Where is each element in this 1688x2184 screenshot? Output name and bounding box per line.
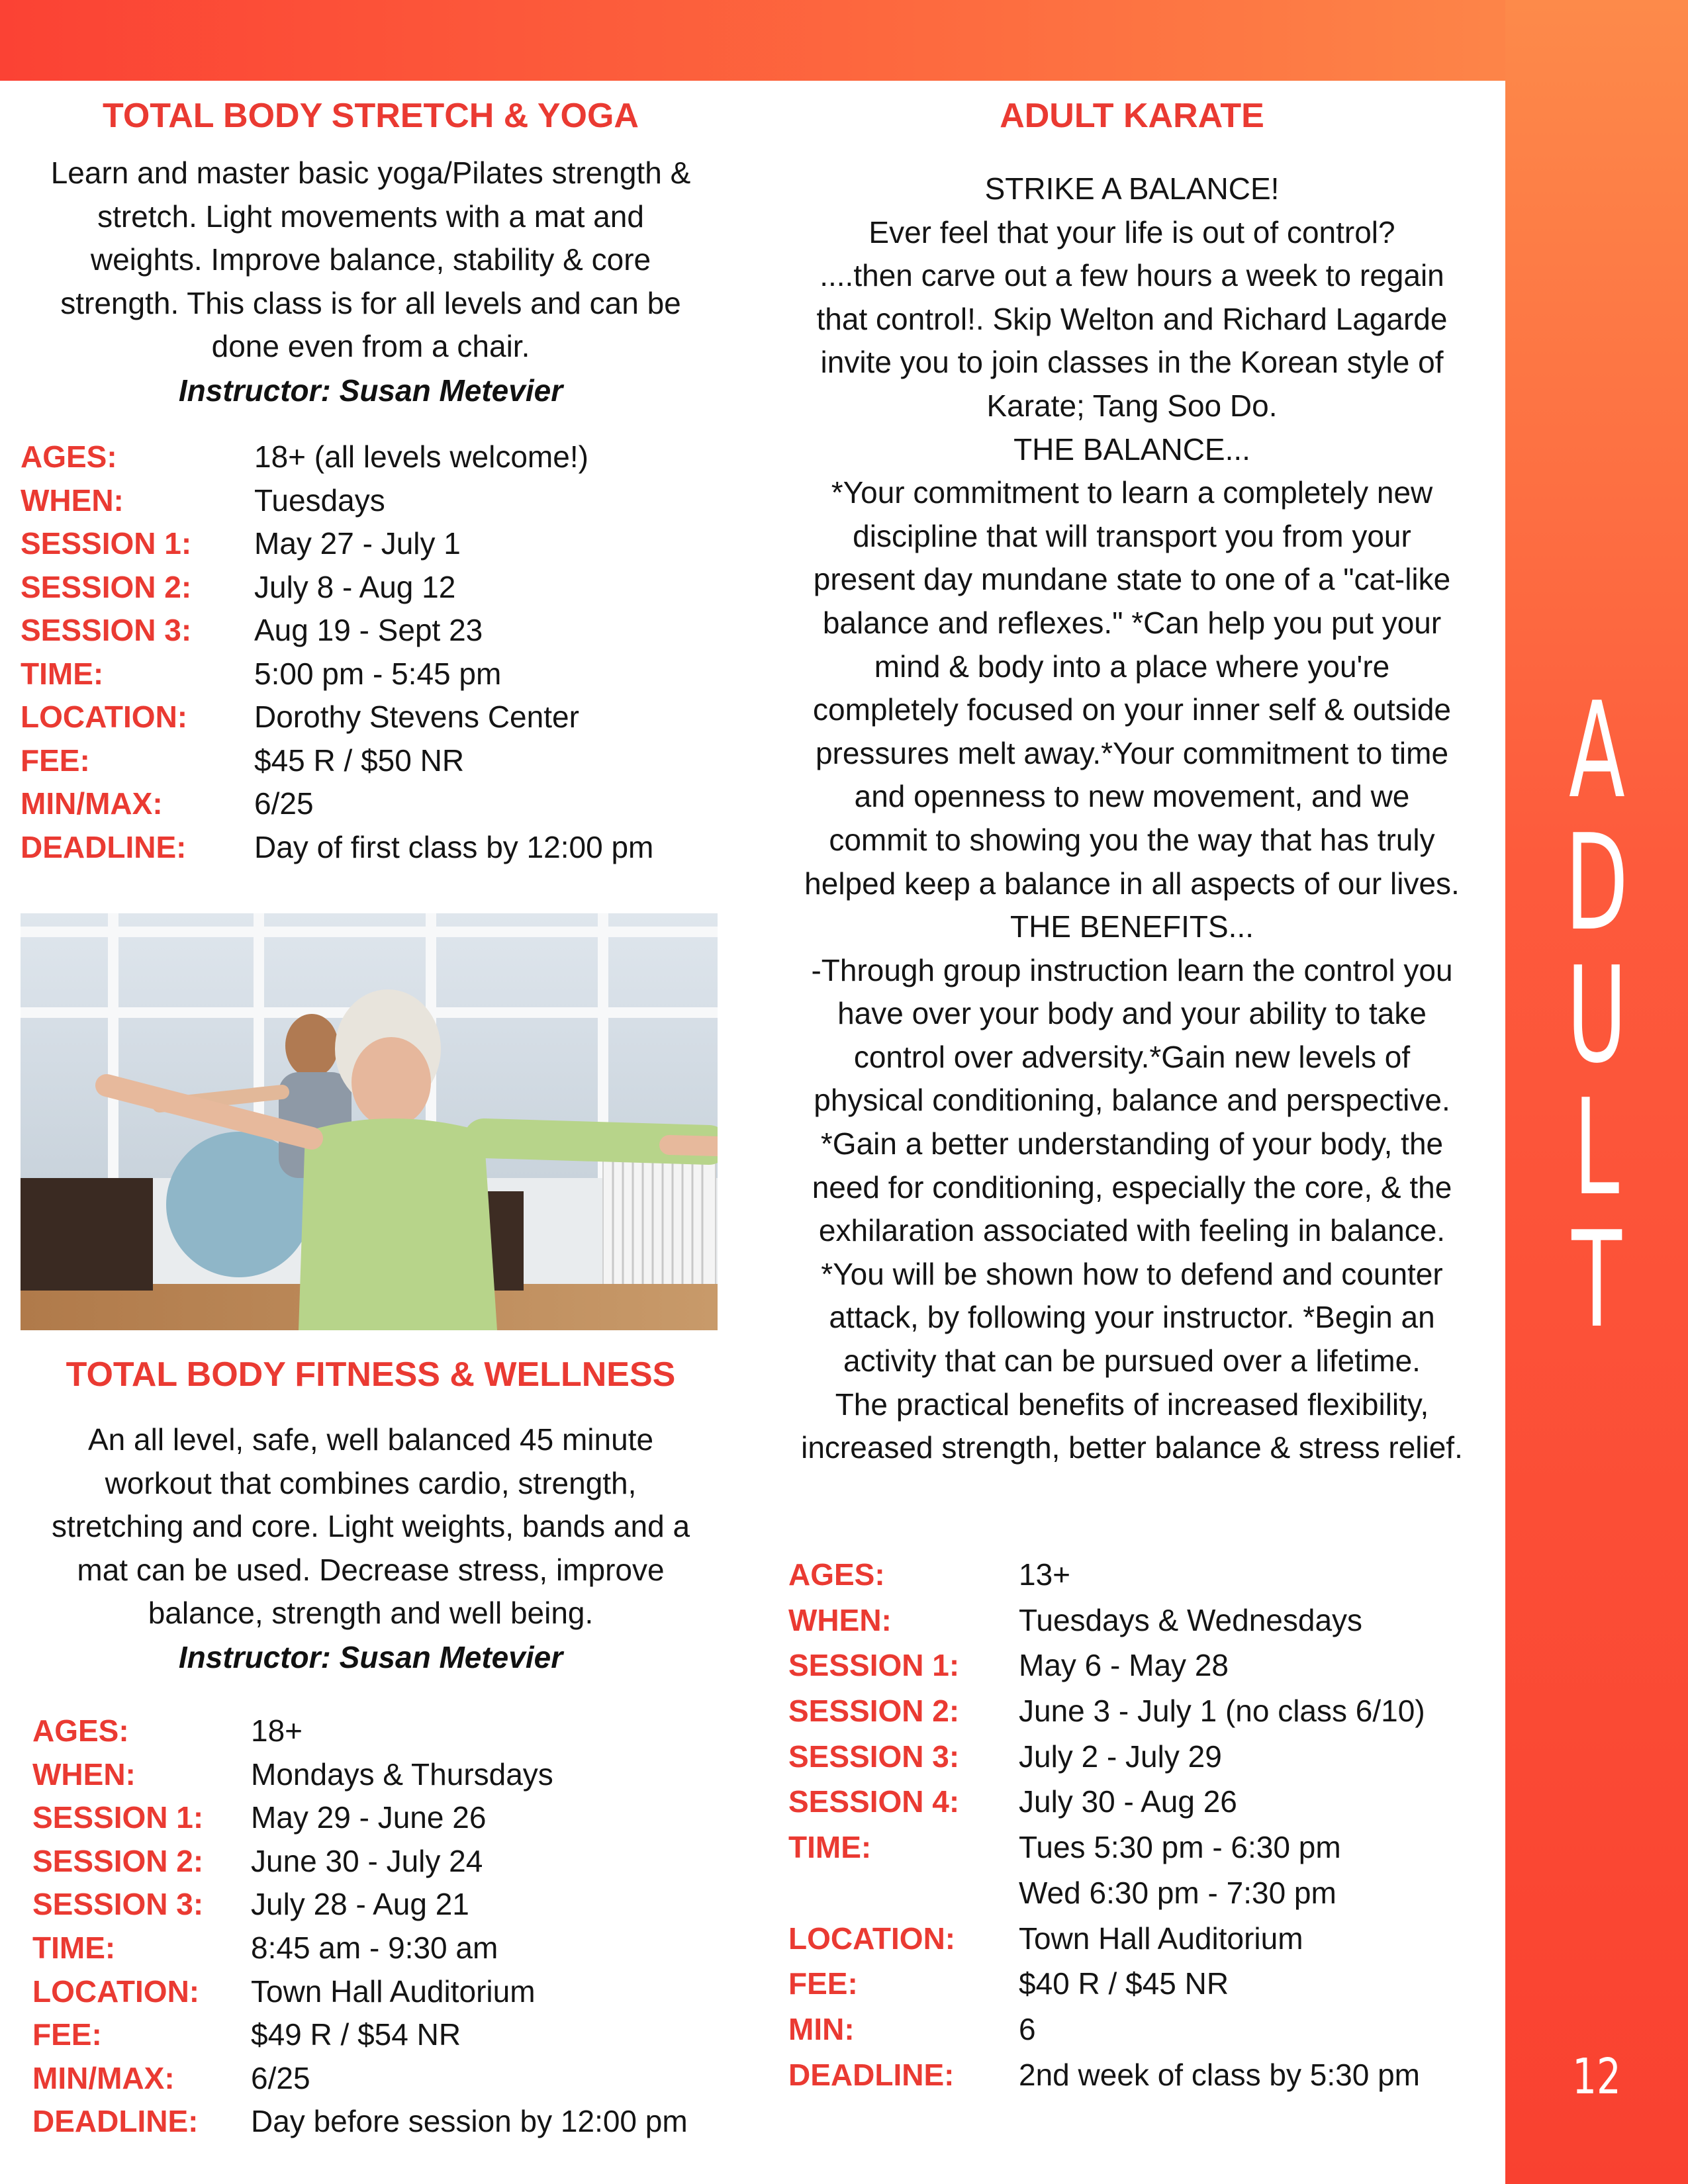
info-value: 18+ — [251, 1713, 303, 1748]
info-value: 18+ (all levels welcome!) — [254, 439, 588, 474]
info-row — [788, 1825, 1425, 1870]
info-label: LOCATION: — [21, 700, 188, 734]
desc-line: An all level, safe, well balanced 45 minute — [87, 1422, 654, 1457]
top-color-band — [0, 0, 1688, 81]
desc-line: workout that combines cardio, strength, — [105, 1465, 637, 1500]
info-row — [21, 739, 653, 783]
desc-line: *You will be shown how to defend and counter — [821, 1256, 1443, 1291]
info-value: Wed 6:30 pm - 7:30 pm — [1019, 1875, 1336, 1910]
info-value: July 28 - Aug 21 — [251, 1887, 469, 1922]
yoga-title: TOTAL BODY STRETCH & YOGA — [103, 97, 639, 135]
desc-line: mind & body into a place where you're — [874, 649, 1390, 684]
desc-line: STRIKE A BALANCE! — [984, 171, 1280, 206]
info-label: SESSION 4: — [788, 1784, 960, 1819]
info-value: July 8 - Aug 12 — [254, 569, 456, 604]
info-label: SESSION 3: — [32, 1887, 204, 1922]
desc-line: need for conditioning, especially the core, & the — [812, 1169, 1452, 1205]
info-label: FEE: — [21, 743, 90, 778]
info-row — [788, 1598, 1425, 1643]
info-value: May 6 - May 28 — [1019, 1648, 1229, 1683]
info-row — [32, 2057, 688, 2101]
info-label: AGES: — [788, 1557, 885, 1592]
desc-line: stretch. Light movements with a mat and — [97, 199, 644, 234]
desc-line: balance, strength and well being. — [148, 1596, 594, 1630]
side-letter: A — [1568, 674, 1625, 828]
karate-section — [781, 93, 1483, 1470]
info-label: SESSION 3: — [21, 613, 192, 647]
info-label: SESSION 2: — [788, 1694, 960, 1729]
info-value: Town Hall Auditorium — [251, 1974, 536, 2009]
info-label: SESSION 1: — [788, 1648, 960, 1683]
desc-line: weights. Improve balance, stability & core — [90, 242, 651, 277]
info-row — [32, 1796, 688, 1840]
desc-line: -Through group instruction learn the control you — [811, 952, 1453, 987]
info-label: TIME: — [32, 1930, 116, 1965]
info-value: $40 R / $45 NR — [1019, 1966, 1229, 2001]
desc-line: The practical benefits of increased flexibility, — [835, 1387, 1429, 1422]
info-label: MIN/MAX: — [21, 786, 163, 821]
info-value: 6 — [1019, 2011, 1036, 2046]
desc-line: ....then carve out a few hours a week to regain — [820, 258, 1444, 293]
desc-line: *Your commitment to learn a completely new — [831, 475, 1433, 510]
desc-line: exhilaration associated with feeling in balance. — [818, 1213, 1446, 1248]
info-label: WHEN: — [32, 1756, 136, 1792]
yoga-description — [20, 152, 722, 369]
info-label: DEADLINE: — [32, 2104, 199, 2139]
info-label: LOCATION: — [788, 1921, 956, 1956]
fitness-info-table — [32, 1709, 688, 2144]
yoga-instructor: Instructor: Susan Metevier — [178, 373, 563, 408]
yoga-info-table — [21, 435, 653, 869]
info-row — [788, 2007, 1425, 2052]
side-section-label — [1505, 674, 1688, 1357]
info-row — [32, 1753, 688, 1797]
desc-line: have over your body and your ability to take — [837, 996, 1427, 1031]
desc-line: control over adversity.*Gain new levels of — [853, 1039, 1411, 1074]
info-label: DEADLINE: — [788, 2057, 955, 2092]
side-letter: L — [1573, 1071, 1620, 1225]
info-row — [788, 1643, 1425, 1688]
info-label: SESSION 1: — [32, 1800, 204, 1835]
side-letter: U — [1566, 938, 1627, 1093]
info-row — [21, 522, 653, 566]
info-label: FEE: — [788, 1966, 858, 2001]
info-row — [21, 566, 653, 610]
desc-line: THE BALANCE... — [1013, 432, 1250, 467]
yoga-class-photo — [21, 913, 718, 1330]
info-row — [32, 1840, 688, 1884]
info-row — [21, 435, 653, 479]
info-value: July 2 - July 29 — [1019, 1739, 1222, 1774]
desc-line: Learn and master basic yoga/Pilates strength & — [50, 156, 691, 190]
info-value: 6/25 — [251, 2060, 310, 2095]
info-value: July 30 - Aug 26 — [1019, 1784, 1237, 1819]
info-label: DEADLINE: — [21, 829, 187, 864]
info-value: Tuesdays — [254, 482, 385, 518]
desc-line: activity that can be pursued over a lifetime. — [843, 1343, 1421, 1379]
info-row — [32, 1709, 688, 1753]
fitness-title: TOTAL BODY FITNESS & WELLNESS — [66, 1355, 676, 1394]
info-value: May 29 - June 26 — [251, 1800, 487, 1835]
info-row — [788, 1870, 1425, 1916]
info-row — [788, 2052, 1425, 2098]
desc-line: physical conditioning, balance and perspective. — [814, 1083, 1450, 1118]
desc-line: invite you to join classes in the Korean style of — [820, 345, 1444, 380]
karate-description — [781, 167, 1483, 1470]
desc-line: done even from a chair. — [211, 329, 530, 363]
info-value: Aug 19 - Sept 23 — [254, 613, 483, 647]
info-value: Tues 5:30 pm - 6:30 pm — [1019, 1830, 1341, 1865]
info-row — [788, 1734, 1425, 1780]
desc-line: strength. This class is for all levels and can be — [60, 285, 681, 320]
desc-line: Ever feel that your life is out of control? — [868, 214, 1395, 250]
desc-line: that control!. Skip Welton and Richard Lagarde — [816, 301, 1448, 336]
info-row — [32, 2013, 688, 2057]
info-row — [788, 1961, 1425, 2007]
info-row — [21, 479, 653, 523]
info-value: Tuesdays & Wednesdays — [1019, 1602, 1363, 1637]
desc-line: stretching and core. Light weights, bands and a — [51, 1509, 690, 1543]
info-label: AGES: — [32, 1713, 129, 1748]
karate-title: ADULT KARATE — [1000, 97, 1264, 135]
desc-line: attack, by following your instructor. *Begin an — [829, 1300, 1435, 1335]
info-row — [21, 609, 653, 653]
info-label: AGES: — [21, 439, 117, 474]
info-row — [21, 653, 653, 696]
info-label: FEE: — [32, 2017, 102, 2052]
info-label: SESSION 2: — [21, 569, 192, 604]
info-value: June 3 - July 1 (no class 6/10) — [1019, 1694, 1425, 1729]
info-value: Mondays & Thursdays — [251, 1756, 553, 1792]
info-label: MIN/MAX: — [32, 2060, 175, 2095]
side-letter: T — [1571, 1203, 1622, 1357]
desc-line: balance and reflexes." *Can help you put your — [822, 605, 1442, 640]
info-value: Dorothy Stevens Center — [254, 700, 579, 734]
fitness-description — [20, 1418, 722, 1635]
info-value: $49 R / $54 NR — [251, 2017, 461, 2052]
info-label: WHEN: — [788, 1602, 892, 1637]
info-label: SESSION 2: — [32, 1843, 204, 1878]
desc-line: commit to showing you the way that has truly — [829, 822, 1435, 857]
page-number: 12 — [1572, 2048, 1621, 2105]
desc-line: completely focused on your inner self & outside — [813, 692, 1451, 727]
info-row — [32, 1883, 688, 1927]
info-row — [788, 1552, 1425, 1598]
desc-line: THE BENEFITS... — [1009, 909, 1254, 944]
fitness-instructor: Instructor: Susan Metevier — [178, 1639, 563, 1674]
info-label: WHEN: — [21, 482, 124, 518]
info-value: 2nd week of class by 5:30 pm — [1019, 2057, 1420, 2092]
info-value: Day of first class by 12:00 pm — [254, 829, 654, 864]
info-value: 6/25 — [254, 786, 314, 821]
info-label: MIN: — [788, 2011, 855, 2046]
desc-line: present day mundane state to one of a "cat-like — [813, 562, 1451, 597]
desc-line: pressures melt away.*Your commitment to time — [815, 735, 1449, 770]
fitness-section — [20, 1351, 722, 1679]
yoga-section — [20, 93, 722, 412]
info-row — [21, 696, 653, 739]
info-row — [32, 2100, 688, 2144]
info-row — [21, 826, 653, 870]
info-value: 8:45 am - 9:30 am — [251, 1930, 498, 1965]
desc-line: *Gain a better understanding of your body, the — [820, 1126, 1444, 1161]
info-value: Town Hall Auditorium — [1019, 1921, 1303, 1956]
info-value: Day before session by 12:00 pm — [251, 2104, 688, 2139]
desc-line: Karate; Tang Soo Do. — [986, 388, 1278, 423]
info-label: SESSION 3: — [788, 1739, 960, 1774]
info-row — [32, 1927, 688, 1970]
desc-line: mat can be used. Decrease stress, improve — [77, 1552, 665, 1587]
desc-line: discipline that will transport you from your — [853, 518, 1411, 553]
info-row — [788, 1688, 1425, 1734]
info-row — [788, 1916, 1425, 1962]
info-label: LOCATION: — [32, 1974, 200, 2009]
desc-line: helped keep a balance in all aspects of our lives. — [804, 866, 1460, 901]
desc-line: increased strength, better balance & stress relief. — [801, 1430, 1463, 1465]
info-row — [32, 1970, 688, 2014]
info-label: TIME: — [21, 656, 104, 691]
info-label: SESSION 1: — [21, 526, 192, 561]
info-value: $45 R / $50 NR — [254, 743, 465, 778]
info-row — [21, 782, 653, 826]
info-value: 13+ — [1019, 1557, 1071, 1592]
info-label — [788, 1870, 1019, 1916]
karate-info-table — [788, 1552, 1425, 2097]
info-value: June 30 - July 24 — [251, 1843, 483, 1878]
info-value: May 27 - July 1 — [254, 526, 461, 561]
side-letter: D — [1565, 806, 1628, 960]
desc-line: and openness to new movement, and we — [854, 779, 1410, 814]
info-value: 5:00 pm - 5:45 pm — [254, 656, 502, 691]
info-label: TIME: — [788, 1830, 872, 1865]
info-row — [788, 1779, 1425, 1825]
